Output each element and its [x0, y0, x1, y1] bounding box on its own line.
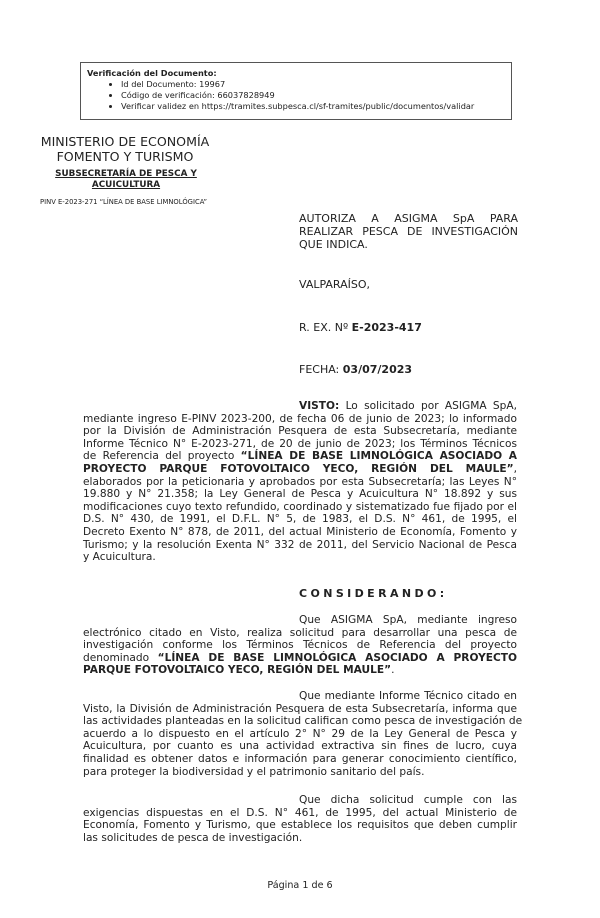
verification-box [80, 62, 512, 120]
resolution-date: FECHA: 03/07/2023 [299, 363, 413, 376]
paragraph-line: investigación conforme los Términos Técnicos de Referencia del proyecto [83, 639, 517, 652]
resolution-number: R. EX. Nº E-2023-417 [299, 321, 422, 334]
paragraph-line: PARQUE FOTOVOLTAICO YECO, REGIÓN DEL MAULE”. [83, 664, 395, 677]
paragraph-line: D.S. N° 430, de 1991, el D.F.L. N° 5, de 1983, el D.S. N° 461, de 1995, el [83, 513, 517, 526]
considerando-paragraph-3 [83, 794, 517, 844]
paragraph-line: finalidad es obtener datos e información para generar conocimiento científico, [83, 752, 517, 765]
verification-title: Verificación del Documento: [87, 68, 217, 78]
paragraph-line: Que mediante Informe Técnico citado en [299, 690, 517, 702]
paragraph-line: elaborados por la peticionaria y aprobados por esta Subsecretaría; las Leyes N° [83, 475, 517, 488]
subsecretaria-name: SUBSECRETARÍA DE PESCA Y ACUICULTURA [55, 169, 197, 190]
paragraph-line: denominado “LÍNEA DE BASE LIMNOLÓGICA ASOCIADO A PROYECTO [83, 651, 518, 664]
paragraph-line: Informe Técnico N° E-2023-271, de 20 de junio de 2023; los Términos Técnicos [83, 437, 517, 450]
paragraph-line: para proteger la biodiversidad y el patrimonio sanitario del país. [83, 765, 425, 778]
paragraph-line: electrónico citado en Visto, realiza solicitud para desarrollar una pesca de [83, 626, 517, 639]
paragraph-line: acuerdo a lo dispuesto en el artículo 2° N° 29 de la Ley General de Pesca y [83, 727, 517, 740]
paragraph-line: y Acuicultura. [83, 551, 156, 564]
paragraph-line: Turismo; y la resolución Exenta N° 332 de 2011, del Servicio Nacional de Pesca [83, 538, 517, 551]
paragraph-line: Economía, Fomento y Turismo, que establece los requisitos que deben cumplir [83, 819, 517, 832]
paragraph-line: las solicitudes de pesca de investigación. [83, 831, 303, 844]
verification-code: • Código de verificación: 66037828949 [121, 90, 505, 101]
paragraph-line: de Referencia del proyecto “LÍNEA DE BASE LIMNOLÓGICA ASOCIADO A [83, 450, 517, 463]
paragraph-line: por la División de Administración Pesquera de esta Subsecretaría, mediante [83, 425, 517, 438]
resolution-subject: AUTORIZA A ASIGMA SpA PARA REALIZAR PESCA DE INVESTIGACIÓN QUE INDICA. [299, 212, 518, 251]
resolution-place: VALPARAÍSO, [299, 278, 371, 291]
considerando-heading: CONSIDERANDO: [299, 587, 448, 600]
ministry-name: MINISTERIO DE ECONOMÍA FOMENTO Y TURISMO [40, 134, 210, 164]
visto-paragraph [83, 400, 517, 564]
verification-id: • Id del Documento: 19967 [121, 79, 505, 90]
paragraph-line: Acuicultura, por cuanto es una actividad extractiva sin fines de lucro, cuya [83, 740, 517, 753]
paragraph-line: las actividades planteadas en la solicitud califican como pesca de investigación de [83, 715, 523, 728]
paragraph-line: mediante ingreso E-PINV 2023-200, de fecha 06 de junio de 2023; lo informado [83, 412, 517, 425]
paragraph-line: Que dicha solicitud cumple con las [299, 794, 517, 806]
pinv-reference: PINV E-2023-271 “LÍNEA DE BASE LIMNOLÓGICA” [40, 198, 208, 206]
paragraph-line: Decreto Exento N° 878, de 2011, del actual Ministerio de Economía, Fomento y [83, 525, 517, 538]
paragraph-line: Visto, la División de Administración Pesquera de esta Subsecretaría, informa que [83, 702, 517, 715]
considerando-paragraph-1 [83, 614, 517, 677]
paragraph-line: Que ASIGMA SpA, mediante ingreso [299, 614, 517, 626]
paragraph-line: PROYECTO PARQUE FOTOVOLTAICO YECO, REGIÓN DEL MAULE”, [83, 462, 517, 475]
paragraph-line: VISTO: Lo solicitado por ASIGMA SpA, [299, 400, 517, 412]
paragraph-line: modificaciones cuyo texto refundido, coordinado y sistematizado fue fijado por el [83, 500, 517, 513]
page-number: Página 1 de 6 [267, 880, 333, 891]
paragraph-line: exigencias dispuestas en el D.S. N° 461, de 1995, del actual Ministerio de [83, 806, 517, 819]
verification-link[interactable]: • Verificar validez en https://tramites.subpesca.cl/sf-tramites/public/documentos/validar [121, 101, 505, 112]
considerando-paragraph-2 [83, 690, 523, 778]
paragraph-line: 19.880 y N° 21.358; la Ley General de Pesca y Acuicultura N° 18.892 y sus [83, 488, 517, 501]
